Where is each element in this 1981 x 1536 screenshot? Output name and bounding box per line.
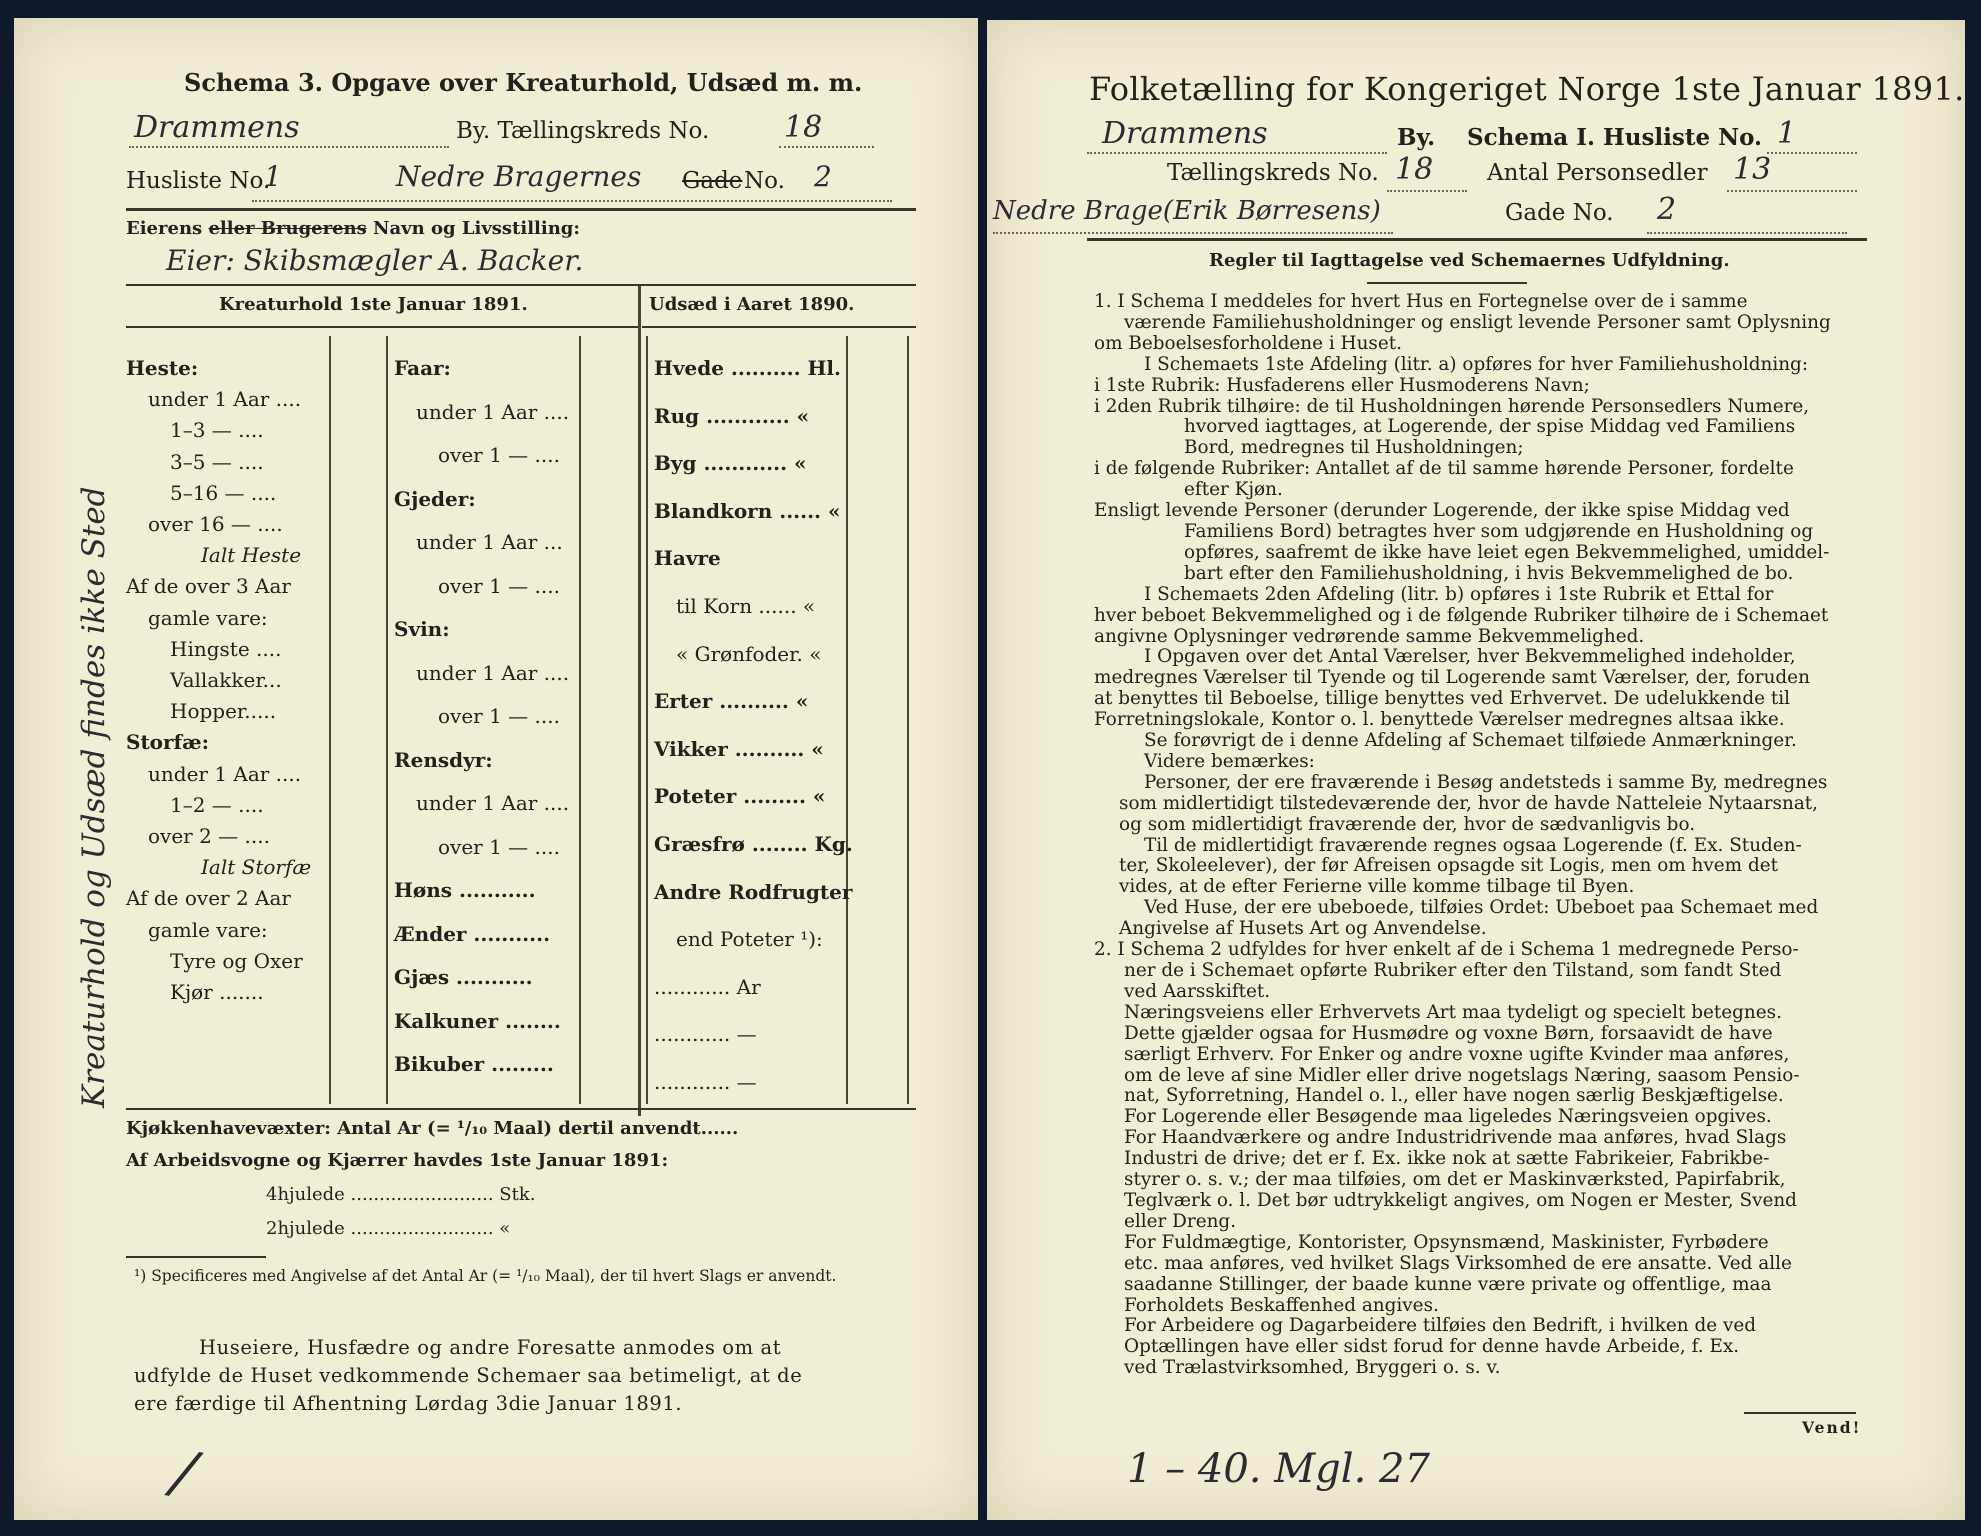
right-street-dots <box>993 232 1393 234</box>
by-dots <box>129 146 449 148</box>
rules-line: medregnes Værelser til Tyende og til Logerende samt Værelser, der, foruden <box>1094 668 1810 689</box>
udsaed-row: Græsfrø ........ Kg. <box>654 832 853 856</box>
rules-line: som midlertidigt tilstedeværende der, hvor de havde Natteleie Nytaarsnat, <box>1119 793 1819 814</box>
kreaturhold-col1-row: over 16 — .... <box>148 512 283 536</box>
rules-line: efter Kjøn. <box>1184 480 1283 501</box>
rules-line: i 1ste Rubrik: Husfaderens eller Husmoderens Navn; <box>1094 375 1590 396</box>
rules-line: I Opgaven over det Antal Værelser, hver Bekvemmelighed indeholder, <box>1144 647 1796 668</box>
udsaed-row: Andre Rodfrugter <box>654 879 853 904</box>
udsaed-row: til Korn ...... « <box>676 594 816 618</box>
col3-rule-b <box>907 336 909 1104</box>
corner-mark: / <box>166 1436 202 1510</box>
rules-text <box>1094 292 1954 1379</box>
kreaturhold-col1-row: 1–3 — .... <box>170 418 264 443</box>
rules-line: Se forøvrigt de i denne Afdeling af Schemaet tilføiede Anmærkninger. <box>1144 731 1797 752</box>
kreaturhold-col2-row: Kalkuner ........ <box>394 1008 561 1033</box>
left-page <box>14 18 978 1520</box>
vend-label: Vend! <box>1802 1418 1862 1437</box>
rules-line: ved Aarsskiftet. <box>1124 981 1271 1002</box>
kreaturhold-col1-row: gamle vare: <box>148 917 268 942</box>
kreaturhold-col1-row: under 1 Aar .... <box>148 387 302 412</box>
wagon-2: 2hjulede ......................... « <box>266 1218 511 1239</box>
rules-line: Industri de drive; det er f. Ex. ikke nok at sætte Fabrikeier, Fabrikbe- <box>1124 1149 1770 1170</box>
kreaturhold-col1-row: Tyre og Oxer <box>170 948 303 973</box>
right-gade-value: 2 <box>1657 192 1677 227</box>
rules-line: Bord, medregnes til Husholdningen; <box>1184 438 1524 459</box>
kreaturhold-col1-row: Hopper..... <box>170 699 277 724</box>
notice-line-3: ere færdige til Afhentning Lørdag 3die Januar 1891. <box>134 1392 683 1415</box>
udsaed-row: Havre <box>654 546 721 571</box>
udsaed-header: Udsæd i Aaret 1890. <box>649 294 855 315</box>
notice-line-2: udfylde de Huset vedkommende Schemaer saa betimeligt, at de <box>134 1364 803 1387</box>
kreaturhold-col2-row: under 1 Aar .... <box>416 399 570 424</box>
udsaed-row: ............ Ar <box>654 974 761 999</box>
udsaed-row: Erter .......... « <box>654 689 809 714</box>
right-kreds-value: 18 <box>1395 152 1434 187</box>
udsaed-row: Poteter ......... « <box>654 784 826 809</box>
gade-value: 2 <box>814 160 832 193</box>
footnote-rule <box>126 1256 266 1258</box>
kreaturhold-col2-row: over 1 — .... <box>438 443 560 467</box>
rules-line: Ved Huse, der ere ubeboede, tilføies Ordet: Ubeboet paa Schemaet med <box>1144 898 1819 919</box>
udsaed-row: ............ — <box>654 1022 757 1047</box>
antal-label: Antal Personsedler <box>1487 160 1708 186</box>
kreaturhold-col1-row: under 1 Aar .... <box>148 761 302 786</box>
right-by-value: Drammens <box>1102 116 1268 151</box>
rules-line: For Haandværkere og andre Industridrivende maa anføres, hvad Slags <box>1124 1128 1787 1149</box>
kitchen-line: Kjøkkenhavevæxter: Antal Ar (= ¹/₁₀ Maal) dertil anvendt...... <box>126 1118 739 1139</box>
col2-rule-b <box>646 336 648 1104</box>
rules-line: hvorved iagttages, at Logerende, der spise Middag ved Familiens <box>1184 417 1796 438</box>
right-header-rule <box>1087 238 1867 241</box>
right-kreds-dots <box>1387 190 1467 192</box>
husliste-value: 1 <box>264 160 282 193</box>
gade-label-struck: Gade <box>682 168 743 194</box>
owner-rule <box>126 284 916 286</box>
kreaturhold-col1-row: Af de over 3 Aar <box>126 574 291 599</box>
rules-line: om de leve af sine Midler eller drive nogetslags Næring, saasom Pensio- <box>1124 1065 1800 1086</box>
notice-line-1: Huseiere, Husfædre og andre Foresatte anmodes om at <box>199 1336 782 1359</box>
rules-line: eller Dreng. <box>1124 1211 1237 1232</box>
rules-line: For Logerende eller Besøgende maa ligeledes Næringsveien opgives. <box>1124 1107 1772 1128</box>
kreaturhold-col2-row: over 1 — .... <box>438 573 560 598</box>
col2-rule-a <box>579 336 581 1104</box>
divider-main <box>638 286 641 1116</box>
kreaturhold-col1-row: gamle vare: <box>148 605 268 630</box>
kreaturhold-col2-row: Bikuber ......... <box>394 1052 554 1076</box>
rules-line: opføres, saafremt de ikke have leiet egen Bekvemmelighed, umiddel- <box>1184 542 1830 563</box>
vend-rule <box>1744 1412 1856 1414</box>
kreaturhold-col2-row: Svin: <box>394 617 450 641</box>
kreaturhold-col2-row: under 1 Aar ... <box>416 530 563 554</box>
schema-label: Schema I. Husliste No. <box>1467 124 1763 151</box>
rules-line: ved Trælastvirksomhed, Bryggeri o. s. v. <box>1124 1358 1501 1379</box>
rules-line: nat, Syforretning, Handel o. l., eller have nogen særlig Beskjæftigelse. <box>1124 1086 1784 1107</box>
husliste-label: Husliste No. <box>126 168 271 194</box>
rules-line: Videre bemærkes: <box>1144 751 1315 772</box>
kreaturhold-col1-row: Storfæ: <box>126 730 210 755</box>
rules-line: ner de i Schemaet opførte Rubriker efter den Tilstand, som fandt Sted <box>1124 961 1782 981</box>
gade-label: No. <box>744 168 785 194</box>
rules-line: I Schemaets 1ste Afdeling (litr. a) opføres for hver Familiehusholdning: <box>1144 354 1809 375</box>
rules-heading-rule <box>1367 282 1527 284</box>
husliste-dots <box>252 200 892 202</box>
right-street-value: Nedre Brage(Erik Børresens) <box>993 196 1381 226</box>
udsaed-row: ............ — <box>654 1070 757 1094</box>
rules-line: Familiens Bord) betragtes hver som udgjørende en Husholdning og <box>1184 521 1814 542</box>
kreaturhold-col2-row: Rensdyr: <box>394 747 493 772</box>
kreaturhold-col1-row: 5–16 — .... <box>170 480 277 505</box>
kreaturhold-col1-row: Heste: <box>126 356 199 380</box>
rules-line: Forholdets Beskaffenhed angives. <box>1124 1295 1439 1316</box>
rules-line: Dette gjælder ogsaa for Husmødre og voxne Børn, forsaavidt de have <box>1124 1023 1773 1044</box>
kreaturhold-col2-row: Faar: <box>394 356 451 380</box>
kreaturhold-col1-row: Kjør ....... <box>170 980 264 1004</box>
kreaturhold-col2-row: under 1 Aar .... <box>416 660 570 685</box>
bottom-note: 1 – 40. Mgl. 27 <box>1127 1446 1430 1492</box>
kreaturhold-col2-row: Gjæs ........... <box>394 965 533 989</box>
rules-line: ter, Skoleelever), der før Afreisen opsagde sit Logis, men om hvem det <box>1119 856 1778 877</box>
by-value: Drammens <box>134 110 300 145</box>
udsaed-row: end Poteter ¹): <box>676 927 823 952</box>
wagons-line: Af Arbeidsvogne og Kjærrer havdes 1ste Januar 1891: <box>126 1150 669 1171</box>
rules-line: angivne Oplysninger vedrørende samme Bekvemmelighed. <box>1094 626 1645 647</box>
rules-line: i 2den Rubrik tilhøire: de til Husholdningen hørende Personsedlers Numere, <box>1094 396 1810 417</box>
kreaturhold-col2-row: Ænder ........... <box>394 921 551 946</box>
rules-line: at benyttes til Beboelse, tillige benyttes ved Erhvervet. De udelukkende til <box>1094 689 1791 710</box>
wagon-4: 4hjulede ......................... Stk. <box>266 1184 536 1205</box>
antal-dots <box>1727 190 1857 192</box>
antal-value: 13 <box>1733 152 1772 187</box>
right-kreds-label: Tællingskreds No. <box>1167 160 1379 186</box>
rules-line: om Beboelsesforholdene i Huset. <box>1094 333 1402 354</box>
census-title: Folketælling for Kongeriget Norge 1ste Januar 1891. <box>1089 70 1965 108</box>
rules-line: etc. maa anføres, ved hvilket Slags Virksomhed de ere ansatte. Ved alle <box>1124 1253 1792 1274</box>
kreaturhold-header: Kreaturhold 1ste Januar 1891. <box>219 294 528 315</box>
rules-line: 2. I Schema 2 udfyldes for hver enkelt af de i Schema 1 medregnede Perso- <box>1094 940 1799 961</box>
kreds-dots <box>779 146 874 148</box>
col-header-rule-right <box>642 326 916 328</box>
rules-line: i de følgende Rubriker: Antallet af de til samme hørende Personer, fordelte <box>1094 459 1794 480</box>
rules-line: 1. I Schema I meddeles for hvert Hus en Fortegnelse over de i samme <box>1094 292 1748 312</box>
right-gade-label: Gade No. <box>1505 200 1614 226</box>
rules-line: saadanne Stillinger, der baade kunne være private og offentlige, maa <box>1124 1274 1772 1295</box>
kreaturhold-col2-row: Høns ........... <box>394 878 536 902</box>
kreaturhold-col2-row: over 1 — .... <box>438 834 560 859</box>
side-note: Kreaturhold og Udsæd findes ikke Sted <box>76 486 112 1108</box>
kreaturhold-col1-row: Af de over 2 Aar <box>126 886 291 911</box>
rules-line: særligt Erhverv. For Enker og andre voxne ugifte Kvinder maa anføres, <box>1124 1044 1790 1065</box>
rules-line: bart efter den Familiehusholdning, i hvis Bekvemmelighed de bo. <box>1184 563 1794 584</box>
rules-line: og som midlertidigt fraværende der, hvor de sædvanligvis bo. <box>1119 814 1696 835</box>
col1-rule-a <box>329 336 331 1104</box>
rules-line: Personer, der ere fraværende i Besøg andetsteds i samme By, medregnes <box>1144 772 1828 793</box>
rules-line: Angivelse af Husets Art og Anvendelse. <box>1119 919 1487 940</box>
right-husliste-dots <box>1767 152 1857 154</box>
udsaed-row: Blandkorn ...... « <box>654 498 841 523</box>
owner-label: Eierens eller Brugerens Navn og Livsstilling: <box>126 218 581 239</box>
udsaed-row: Byg ............ « <box>654 451 807 476</box>
rules-line: Teglværk o. l. Det bør udtrykkeligt angives, om Nogen er Mester, Svend <box>1124 1190 1797 1211</box>
rules-line: For Arbeidere og Dagarbeidere tilføies den Bedrift, i hvilken de ved <box>1124 1316 1757 1337</box>
header-rule <box>126 208 916 211</box>
kreaturhold-col1-row: Ialt Storfæ <box>201 855 312 880</box>
udsaed-row: « Grønfoder. « <box>676 641 822 666</box>
right-page <box>987 20 1965 1520</box>
kreaturhold-col1-row: Hingste .... <box>170 636 282 661</box>
rules-line: hver beboet Bekvemmelighed og i de følgende Rubriker tilhøire de i Schemaet <box>1094 605 1829 626</box>
right-by-label: By. <box>1397 124 1436 151</box>
kreaturhold-col1-row: 1–2 — .... <box>170 792 264 817</box>
kreds-value: 18 <box>784 110 823 145</box>
rules-line: værende Familiehusholdninger og ensligt levende Personer samt Oplysning <box>1124 312 1831 333</box>
kreaturhold-col1-row: over 2 — .... <box>148 824 270 848</box>
col1-rule-b <box>386 336 388 1104</box>
rules-line: vides, at de efter Ferierne ville komme tilbage til Byen. <box>1119 877 1635 898</box>
street-value: Nedre Bragernes <box>396 160 642 193</box>
kreaturhold-col1-row: 3–5 — .... <box>170 449 264 474</box>
kreaturhold-col2-row: under 1 Aar .... <box>416 791 570 815</box>
right-by-dots <box>1087 152 1387 154</box>
rules-line: Til de midlertidigt fraværende regnes ogsaa Logerende (f. Ex. Studen- <box>1144 835 1802 856</box>
kreaturhold-col2-row: over 1 — .... <box>438 704 560 728</box>
kreaturhold-col2-row: Gjeder: <box>394 486 476 511</box>
rules-line: Optællingen have eller sidst forud for denne havde Arbeide, f. Ex. <box>1124 1337 1740 1358</box>
owner-value: Eier: Skibsmægler A. Backer. <box>166 244 584 277</box>
right-husliste-value: 1 <box>1777 116 1797 151</box>
col-header-rule-left <box>126 326 638 328</box>
by-label: By. Tællingskreds No. <box>456 118 710 144</box>
udsaed-row: Hvede .......... Hl. <box>654 356 841 380</box>
kreaturhold-col1-row: Vallakker... <box>170 668 282 692</box>
table-bottom-rule <box>126 1108 916 1110</box>
kreaturhold-col1-row: Ialt Heste <box>201 543 302 568</box>
rules-line: For Fuldmægtige, Kontorister, Opsynsmænd, Maskinister, Fyrbødere <box>1124 1232 1769 1253</box>
rules-heading: Regler til Iagttagelse ved Schemaernes Udfyldning. <box>1209 250 1730 271</box>
right-gade-dots <box>1647 232 1847 234</box>
schema3-title: Schema 3. Opgave over Kreaturhold, Udsæd m. m. <box>184 68 863 97</box>
rules-line: Næringsveiens eller Erhvervets Art maa tydeligt og specielt betegnes. <box>1124 1002 1782 1023</box>
udsaed-row: Rug ............ « <box>654 403 810 428</box>
rules-line: styrer o. s. v.; der maa tilføies, om det er Maskinværksted, Papirfabrik, <box>1124 1170 1786 1191</box>
rules-line: I Schemaets 2den Afdeling (litr. b) opføres i 1ste Rubrik et Ettal for <box>1144 584 1774 605</box>
footnote: ¹) Specificeres med Angivelse af det Antal Ar (= ¹/₁₀ Maal), der til hvert Slags er anvendt. <box>134 1267 837 1285</box>
rules-line: Forretningslokale, Kontor o. l. benyttede Værelser medregnes altsaa ikke. <box>1094 710 1785 731</box>
col3-rule-a <box>846 336 848 1104</box>
udsaed-row: Vikker .......... « <box>654 736 824 761</box>
rules-line: Ensligt levende Personer (derunder Logerende, der ikke spise Middag ved <box>1094 501 1790 522</box>
